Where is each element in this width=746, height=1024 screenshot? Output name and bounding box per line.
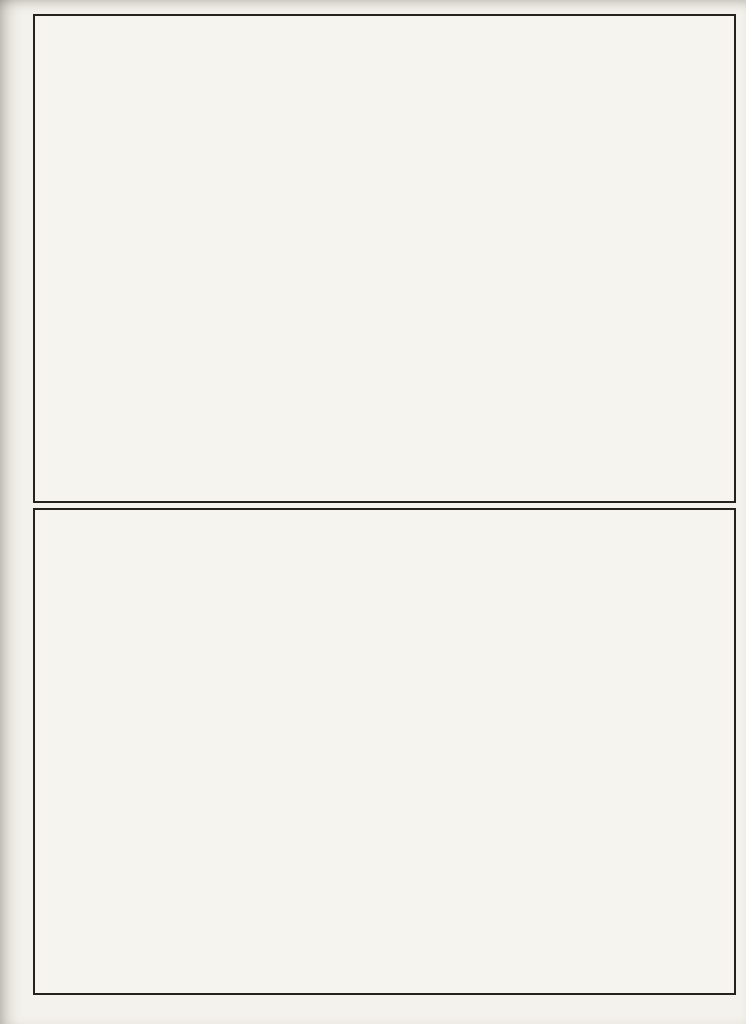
roster-tables [33,14,736,995]
roster-table-squad2-3 [33,508,736,995]
roster-table-squad1 [33,14,736,503]
